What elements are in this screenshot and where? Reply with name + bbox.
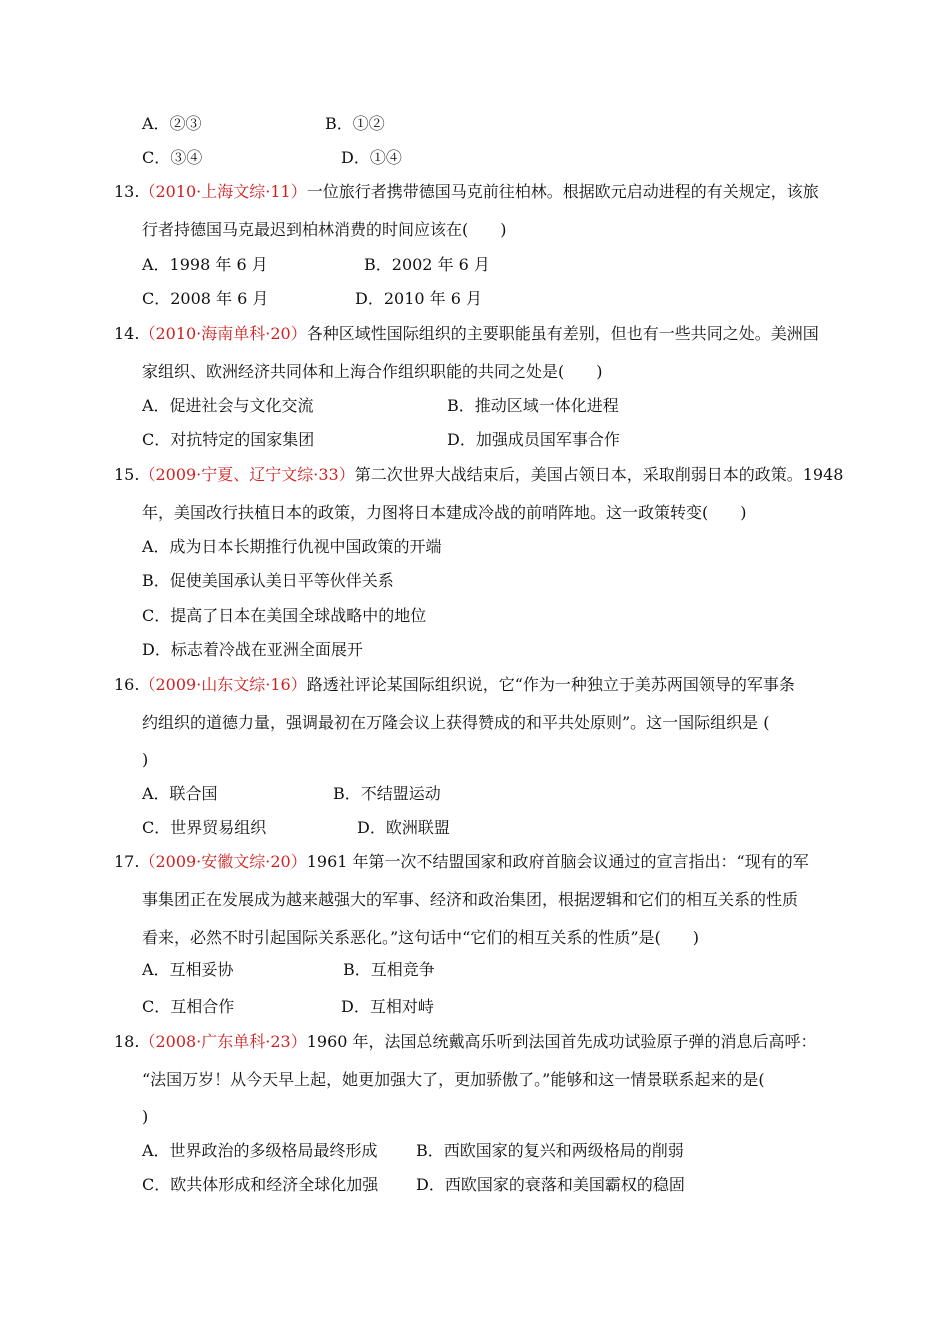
- q12-option-d: D．①④: [341, 148, 402, 167]
- q18-option-a: A．世界政治的多级格局最终形成: [142, 1141, 378, 1160]
- q14-source: （2010·海南单科·20）: [139, 324, 307, 343]
- q14-option-d: D．加强成员国军事合作: [447, 430, 620, 449]
- q16-stem-line2: 约组织的道德力量，强调最初在万隆会议上获得赞成的和平共处原则”。这一国际组织是 (: [142, 713, 770, 732]
- q16-stem-line3: ): [142, 750, 149, 769]
- q15-option-d: D．标志着冷战在亚洲全面展开: [142, 640, 363, 659]
- q14-text-1: 各种区域性国际组织的主要职能虽有差别，但也有一些共同之处。美洲国: [306, 324, 819, 343]
- q17-stem-line1: [114, 852, 809, 874]
- q13-text-1: 一位旅行者携带德国马克前往柏林。根据欧元启动进程的有关规定，该旅: [306, 182, 819, 201]
- q15-number: 15.: [114, 465, 140, 484]
- q18-stem-line2: “法国万岁！从今天早上起，她更加强大了，更加骄傲了。”能够和这一情景联系起来的是(: [142, 1070, 765, 1089]
- q12-option-c: C．③④: [142, 148, 203, 167]
- q13-stem-line1: [114, 182, 819, 204]
- q18-option-b: B．西欧国家的复兴和两级格局的削弱: [416, 1141, 684, 1160]
- q18-stem-line3: ): [142, 1107, 149, 1126]
- q18-option-d: D．西欧国家的衰落和美国霸权的稳固: [416, 1175, 685, 1194]
- q17-stem-line3: 看来，必然不时引起国际关系恶化。”这句话中“它们的相互关系的性质”是( ): [142, 928, 700, 947]
- q14-option-a: A．促进社会与文化交流: [142, 396, 314, 415]
- q15-option-c: C．提高了日本在美国全球战略中的地位: [142, 606, 427, 625]
- q18-option-c: C．欧共体形成和经济全球化加强: [142, 1175, 379, 1194]
- q18-stem-line1: [114, 1032, 817, 1054]
- q17-number: 17.: [114, 852, 140, 871]
- q18-number: 18.: [114, 1032, 140, 1051]
- q16-stem-line1: [114, 675, 795, 697]
- q13-option-d: D．2010 年 6 月: [355, 289, 482, 308]
- q14-option-b: B．推动区域一体化进程: [447, 396, 619, 415]
- q12-option-b: B．①②: [325, 114, 385, 133]
- q15-stem-line1: [114, 465, 843, 487]
- q15-option-b: B．促使美国承认美日平等伙伴关系: [142, 571, 394, 590]
- q18-text-1: 1960 年，法国总统戴高乐听到法国首先成功试验原子弹的消息后高呼：: [306, 1032, 817, 1051]
- q17-option-b: B．互相竞争: [343, 960, 435, 979]
- q17-option-a: A．互相妥协: [142, 960, 234, 979]
- q15-stem-line2: 年，美国改行扶植日本的政策，力图将日本建成冷战的前哨阵地。这一政策转变( ): [142, 503, 747, 522]
- q14-number: 14.: [114, 324, 140, 343]
- q13-stem-line2: 行者持德国马克最迟到柏林消费的时间应该在( ): [142, 220, 507, 239]
- q15-text-1: 第二次世界大战结束后，美国占领日本，采取削弱日本的政策。1948: [354, 465, 844, 484]
- q13-number: 13.: [114, 182, 140, 201]
- q17-source: （2009·安徽文综·20）: [139, 852, 307, 871]
- q16-option-d: D．欧洲联盟: [357, 818, 450, 837]
- q14-option-c: C．对抗特定的国家集团: [142, 430, 315, 449]
- q16-source: （2009·山东文综·16）: [139, 675, 307, 694]
- q16-option-b: B．不结盟运动: [333, 784, 441, 803]
- q14-stem-line2: 家组织、欧洲经济共同体和上海合作组织职能的共同之处是( ): [142, 362, 603, 381]
- q15-source: （2009·宁夏、辽宁文综·33）: [139, 465, 355, 484]
- q17-option-c: C．互相合作: [142, 997, 235, 1016]
- q17-option-d: D．互相对峙: [341, 997, 434, 1016]
- q17-text-1: 1961 年第一次不结盟国家和政府首脑会议通过的宣言指出：“现有的军: [306, 852, 809, 871]
- q15-option-a: A．成为日本长期推行仇视中国政策的开端: [142, 537, 442, 556]
- q17-stem-line2: 事集团正在发展成为越来越强大的军事、经济和政治集团，根据逻辑和它们的相互关系的性质: [142, 890, 799, 909]
- q16-text-1: 路透社评论某国际组织说，它“作为一种独立于美苏两国领导的军事条: [306, 675, 795, 694]
- q16-number: 16.: [114, 675, 140, 694]
- q13-option-b: B．2002 年 6 月: [364, 255, 490, 274]
- q18-source: （2008·广东单科·23）: [139, 1032, 307, 1051]
- q13-source: （2010·上海文综·11）: [139, 182, 307, 201]
- q13-option-c: C．2008 年 6 月: [142, 289, 269, 308]
- q14-stem-line1: [114, 324, 819, 346]
- q16-option-a: A．联合国: [142, 784, 218, 803]
- q16-option-c: C．世界贸易组织: [142, 818, 267, 837]
- q13-option-a: A．1998 年 6 月: [142, 255, 268, 274]
- q12-option-a: A．②③: [142, 114, 202, 133]
